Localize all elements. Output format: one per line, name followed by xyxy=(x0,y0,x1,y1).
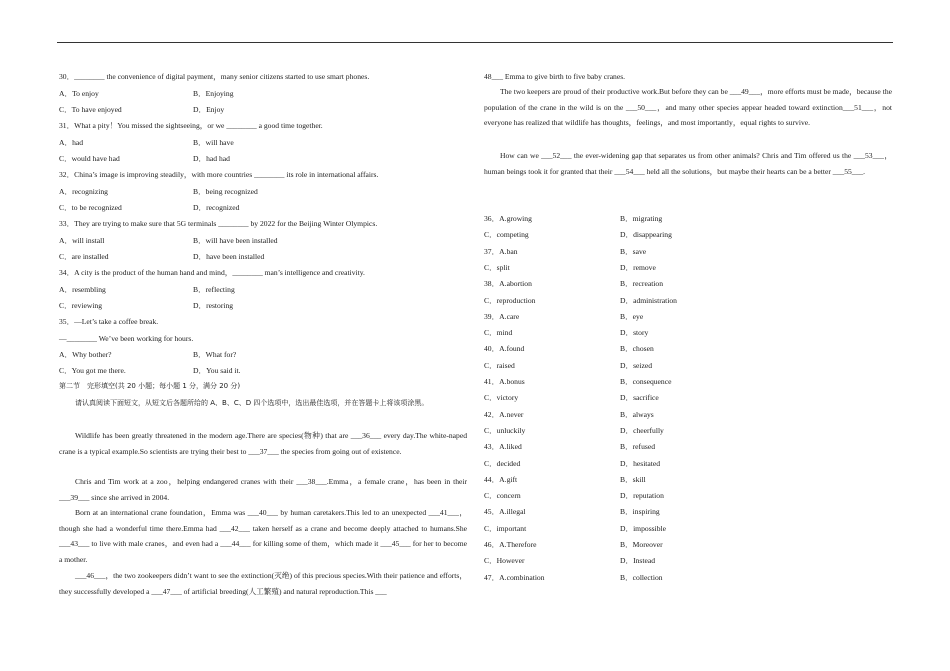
passage-paragraph: Chris and Tim work at a zoo，helping endangered cranes with their ___38___.Emma，a female crane，has been in their ___39___ since she arrived in 2004. xyxy=(59,477,467,502)
passage-paragraph: Wildlife has been greatly threatened in the modern age.There are species(物种) that are ___36___ every day.The white-naped crane is a typical example.So scientists are trying their best to ___37___ the species from going out of existence. xyxy=(59,431,467,456)
option: B．Moreover xyxy=(620,540,663,549)
option: D．recognized xyxy=(193,203,240,212)
option: D．You said it. xyxy=(193,366,241,375)
option: D．cheerfully xyxy=(620,425,664,435)
option: B．What for? xyxy=(193,350,237,359)
question-stem: 34．A city is the product of the human hand and mind，________ man’s intelligence and creativity. xyxy=(59,268,365,277)
option: C．raised xyxy=(484,360,515,370)
option: B．Enjoying xyxy=(193,89,234,98)
option: C．reproduction xyxy=(484,295,536,305)
option: C．decided xyxy=(484,458,521,468)
option: B．reflecting xyxy=(193,285,235,294)
option: C．to be recognized xyxy=(59,203,122,212)
option: D．reputation xyxy=(620,491,664,501)
option: D．restoring xyxy=(193,301,234,310)
option: 47．A.combination xyxy=(484,572,545,582)
option: B．collection xyxy=(620,572,663,582)
passage-paragraph: Born at an international crane foundation，Emma was ___40___ by human caretakers.This led to an unexpected ___41___，though she had a wonderful time there.Emma had ___42___ taken herself as a crane and become deeply attached to humans.She ___43___ to live with male cranes，and even had a ___44___ for killing some of them，which made it ___45___ for her to become a mother. xyxy=(59,508,467,564)
option: B．will have been installed xyxy=(193,236,278,245)
option: D．impossible xyxy=(620,523,666,533)
option: 45．A.illegal xyxy=(484,507,526,517)
option: D．had had xyxy=(193,154,230,163)
option: B．save xyxy=(620,246,647,256)
option: B．skill xyxy=(620,474,646,484)
option: 46．A.Therefore xyxy=(484,540,537,549)
option: D．story xyxy=(620,328,649,338)
passage-paragraph: The two keepers are proud of their productive work.But before they can be ___49___，more efforts must be made，because the population of the crane in the wild is on the ___50___，and many other species appear headed toward extinction___51___，not everyone has realized that wildlife has thoughts，feelings，and most importantly，equal rights to survive. xyxy=(484,87,892,127)
option: B．refused xyxy=(620,442,656,452)
option: D．disappearing xyxy=(620,230,672,240)
option: 37．A.ban xyxy=(484,246,518,256)
option: B．migrating xyxy=(620,214,663,223)
question-stem: 31．What a pity！You missed the sightseeing，or we ________ a good time together. xyxy=(59,121,323,130)
option: 40．A.found xyxy=(484,344,525,354)
option: A．To enjoy xyxy=(59,89,99,98)
passage-paragraph: How can we ___52___ the ever-widening gap that separates us from other animals? Chris and Tim offered us the ___53___，human beings took it for granted that their ___54___ held all the solutions，but maybe their hearts can be a better ___55___. xyxy=(484,151,892,176)
option: C．To have enjoyed xyxy=(59,105,122,114)
option: A．will install xyxy=(59,236,105,245)
option: D．Instead xyxy=(620,556,656,566)
option: C．However xyxy=(484,556,525,566)
option: C．would have had xyxy=(59,154,120,163)
option: C．split xyxy=(484,262,510,272)
option: C．victory xyxy=(484,393,519,403)
question-stem: 30．________ the convenience of digital payment，many senior citizens started to use smart phones. xyxy=(59,72,370,81)
option: C．concern xyxy=(484,491,521,501)
question-stem: 32．China’s image is improving steadily，with more countries ________ its role in international affairs. xyxy=(59,170,379,179)
option: 43．A.liked xyxy=(484,442,522,452)
option: A．recognizing xyxy=(59,187,108,196)
option: C．You got me there. xyxy=(59,366,126,375)
section-instructions: 请认真阅读下面短文，从短文后各题所给的 A、B、C、D 四个选项中，选出最佳选项，并在答题卡上将该项涂黑。 xyxy=(75,399,429,407)
option: B．eye xyxy=(620,311,644,321)
passage-paragraph: 48___ Emma to give birth to five baby cranes. xyxy=(484,72,626,81)
option: 39．A.care xyxy=(484,311,520,321)
option: 38．A.abortion xyxy=(484,279,532,289)
option: B．being recognized xyxy=(193,187,258,196)
passage-paragraph: ___46___，the two zookeepers didn’t want to see the extinction(灭绝) of this precious species.With their patience and efforts，they successfully developed a ___47___ of artificial breeding(人工繁殖) and natural reproduction.This ___ xyxy=(59,571,467,596)
question-stem-reply: —________ We’ve been working for hours. xyxy=(59,334,194,343)
option: A．had xyxy=(59,138,84,147)
section-title: 第二节 完形填空(共 20 小题；每小题 1 分，满分 20 分) xyxy=(59,382,241,390)
option: C．competing xyxy=(484,230,529,240)
question-stem: 33．They are trying to make sure that 5G terminals ________ by 2022 for the Beijing Winter Olympics. xyxy=(59,219,378,228)
option: C．unluckily xyxy=(484,425,526,435)
option: 44．A.gift xyxy=(484,474,518,484)
option: B．always xyxy=(620,409,654,419)
option: B．recreation xyxy=(620,279,664,289)
option: C．important xyxy=(484,523,527,533)
option: D．remove xyxy=(620,262,656,272)
option: B．will have xyxy=(193,138,234,147)
option: C．reviewing xyxy=(59,301,103,310)
option: B．consequence xyxy=(620,377,672,386)
option: A．resembling xyxy=(59,285,106,294)
option: 42．A.never xyxy=(484,409,524,419)
option: 36．A.growing xyxy=(484,214,532,223)
option: D．administration xyxy=(620,295,677,305)
option: A．Why bother? xyxy=(59,350,112,359)
option: D．hesitated xyxy=(620,458,661,468)
option: B．inspiring xyxy=(620,507,660,517)
option: D．Enjoy xyxy=(193,105,225,114)
option: C．are installed xyxy=(59,252,109,261)
question-stem: 35．—Let’s take a coffee break. xyxy=(59,317,159,326)
option: D．seized xyxy=(620,360,653,370)
option: 41．A.bonus xyxy=(484,377,525,386)
option: D．have been installed xyxy=(193,252,265,261)
option: D．sacrifice xyxy=(620,393,659,403)
option: B．chosen xyxy=(620,344,654,354)
option: C．mind xyxy=(484,328,513,338)
header-rule xyxy=(57,42,893,43)
